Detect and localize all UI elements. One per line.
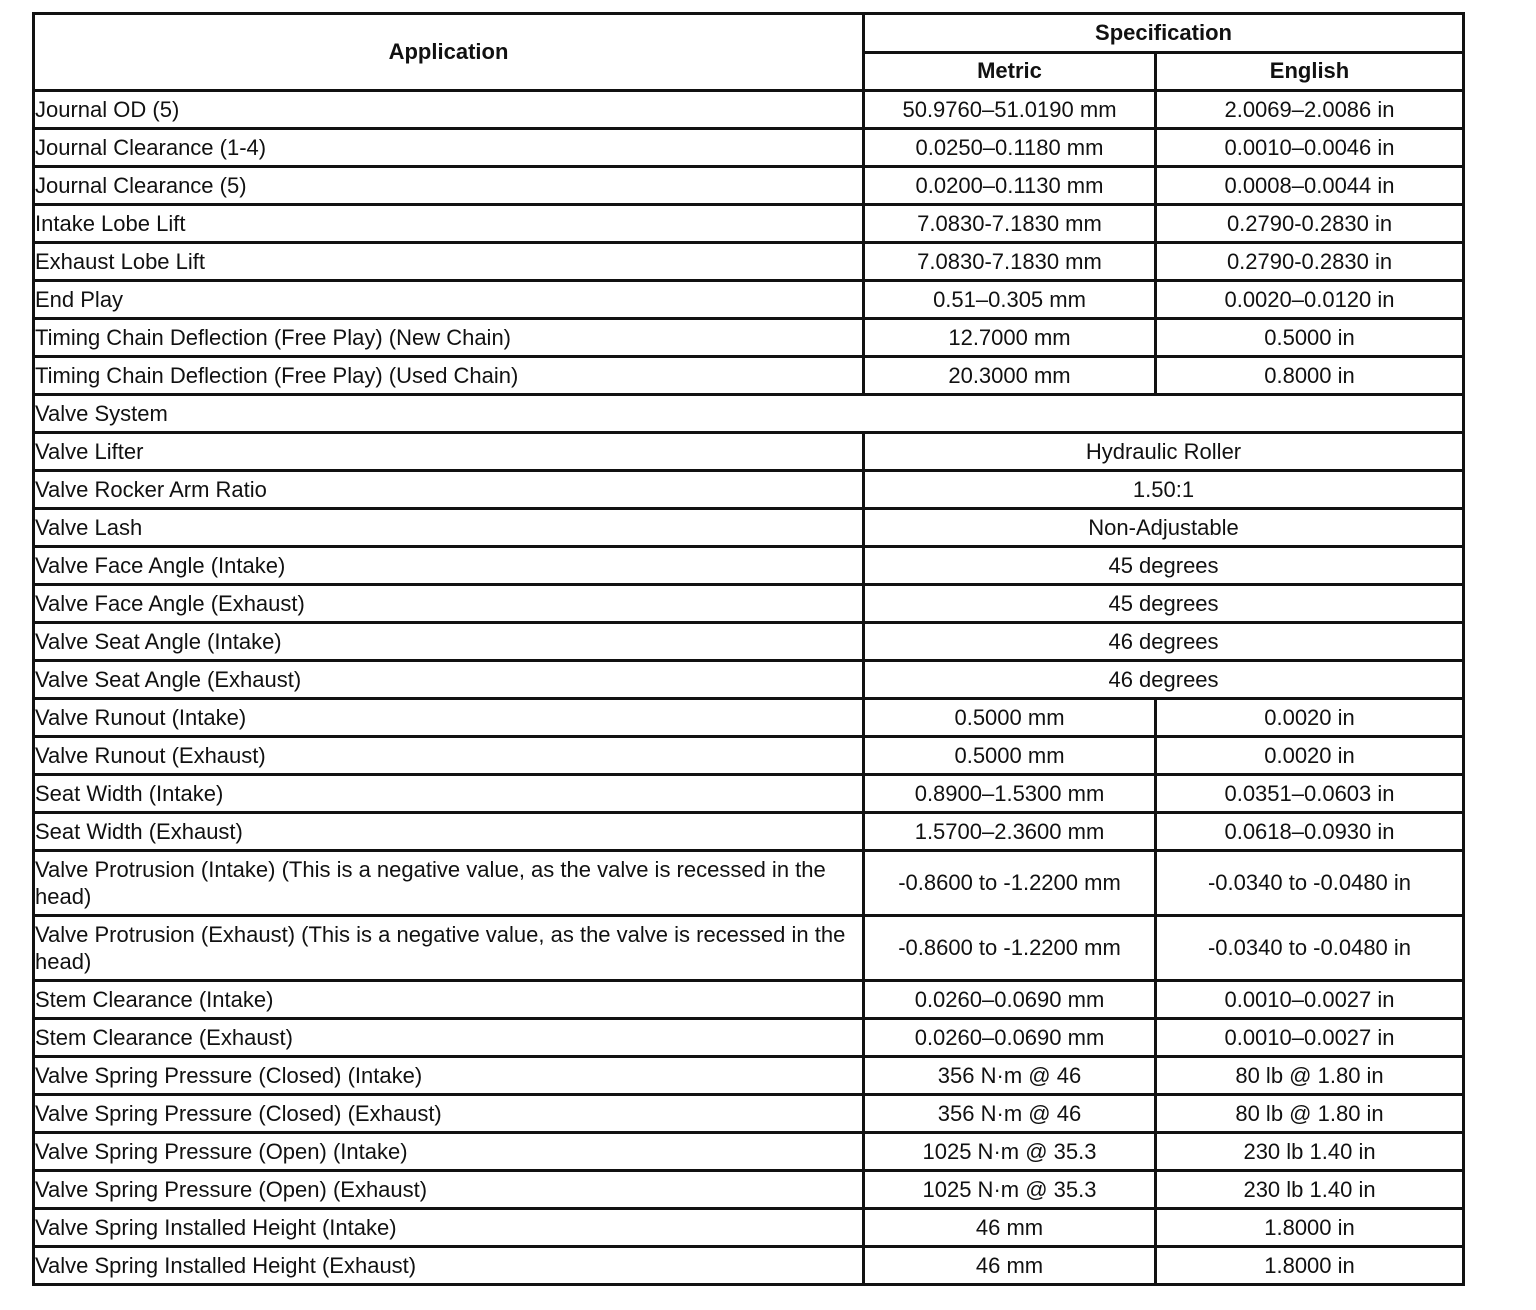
metric-cell: 7.0830-7.1830 mm	[864, 205, 1156, 243]
metric-cell: 356 N·m @ 46	[864, 1057, 1156, 1095]
table-row	[34, 661, 1464, 699]
group-heading-valve-system: Valve System	[34, 395, 1464, 433]
table-row	[34, 1095, 1464, 1133]
english-cell: 0.0618–0.0930 in	[1156, 813, 1464, 851]
english-cell: 230 lb 1.40 in	[1156, 1133, 1464, 1171]
english-cell: 0.0020–0.0120 in	[1156, 281, 1464, 319]
application-cell: Intake Lobe Lift	[34, 205, 864, 243]
english-cell: 80 lb @ 1.80 in	[1156, 1057, 1464, 1095]
table-row	[34, 981, 1464, 1019]
application-cell: Valve Spring Installed Height (Intake)	[34, 1209, 864, 1247]
table-row	[34, 737, 1464, 775]
combined-value-cell: 46 degrees	[864, 623, 1464, 661]
metric-cell: 1.5700–2.3600 mm	[864, 813, 1156, 851]
english-cell: 0.2790-0.2830 in	[1156, 205, 1464, 243]
combined-value-cell: 1.50:1	[864, 471, 1464, 509]
table-row	[34, 91, 1464, 129]
table-row	[34, 1133, 1464, 1171]
application-cell: Valve Rocker Arm Ratio	[34, 471, 864, 509]
application-cell: Valve Protrusion (Intake) (This is a negative value, as the valve is recessed in the head)	[34, 851, 864, 916]
header-metric: Metric	[864, 52, 1156, 91]
table-row	[34, 1209, 1464, 1247]
application-cell: Valve Seat Angle (Intake)	[34, 623, 864, 661]
application-cell: Journal Clearance (5)	[34, 167, 864, 205]
english-cell: 0.2790-0.2830 in	[1156, 243, 1464, 281]
application-cell: Journal Clearance (1-4)	[34, 129, 864, 167]
table-row	[34, 243, 1464, 281]
metric-cell: -0.8600 to -1.2200 mm	[864, 916, 1156, 981]
combined-value-cell: Non-Adjustable	[864, 509, 1464, 547]
application-cell: Seat Width (Exhaust)	[34, 813, 864, 851]
english-cell: 0.0010–0.0027 in	[1156, 1019, 1464, 1057]
metric-cell: 0.0260–0.0690 mm	[864, 1019, 1156, 1057]
english-cell: 230 lb 1.40 in	[1156, 1171, 1464, 1209]
metric-cell: 7.0830-7.1830 mm	[864, 243, 1156, 281]
table-row	[34, 851, 1464, 916]
english-cell: 0.5000 in	[1156, 319, 1464, 357]
combined-value-cell: 45 degrees	[864, 585, 1464, 623]
table-row	[34, 471, 1464, 509]
application-cell: Valve Spring Pressure (Closed) (Exhaust)	[34, 1095, 864, 1133]
table-row	[34, 547, 1464, 585]
metric-cell: 0.51–0.305 mm	[864, 281, 1156, 319]
table-row	[34, 916, 1464, 981]
table-row	[34, 509, 1464, 547]
table-row	[34, 623, 1464, 661]
application-cell: Timing Chain Deflection (Free Play) (New Chain)	[34, 319, 864, 357]
application-cell: Valve Spring Installed Height (Exhaust)	[34, 1247, 864, 1285]
english-cell: 1.8000 in	[1156, 1209, 1464, 1247]
english-cell: 80 lb @ 1.80 in	[1156, 1095, 1464, 1133]
application-cell: Valve Spring Pressure (Open) (Exhaust)	[34, 1171, 864, 1209]
english-cell: 0.0020 in	[1156, 699, 1464, 737]
header-specification: Specification	[864, 14, 1464, 53]
english-cell: 0.0020 in	[1156, 737, 1464, 775]
application-cell: Valve Runout (Exhaust)	[34, 737, 864, 775]
table-row	[34, 775, 1464, 813]
combined-value-cell: 45 degrees	[864, 547, 1464, 585]
english-cell: 0.0008–0.0044 in	[1156, 167, 1464, 205]
english-cell: 0.0010–0.0027 in	[1156, 981, 1464, 1019]
table-row	[34, 1019, 1464, 1057]
metric-cell: 46 mm	[864, 1209, 1156, 1247]
metric-cell: 0.0200–0.1130 mm	[864, 167, 1156, 205]
table-row	[34, 1057, 1464, 1095]
table-row	[34, 357, 1464, 395]
metric-cell: 0.8900–1.5300 mm	[864, 775, 1156, 813]
metric-cell: 0.5000 mm	[864, 699, 1156, 737]
table-row	[34, 1171, 1464, 1209]
metric-cell: 356 N·m @ 46	[864, 1095, 1156, 1133]
table-row	[34, 319, 1464, 357]
metric-cell: 0.0250–0.1180 mm	[864, 129, 1156, 167]
application-cell: Valve Face Angle (Exhaust)	[34, 585, 864, 623]
metric-cell: 0.5000 mm	[864, 737, 1156, 775]
english-cell: -0.0340 to -0.0480 in	[1156, 916, 1464, 981]
application-cell: Valve Lash	[34, 509, 864, 547]
application-cell: Valve Runout (Intake)	[34, 699, 864, 737]
metric-cell: 1025 N·m @ 35.3	[864, 1171, 1156, 1209]
application-cell: Valve Lifter	[34, 433, 864, 471]
combined-value-cell: Hydraulic Roller	[864, 433, 1464, 471]
application-cell: End Play	[34, 281, 864, 319]
metric-cell: 50.9760–51.0190 mm	[864, 91, 1156, 129]
table-row	[34, 699, 1464, 737]
application-cell: Stem Clearance (Exhaust)	[34, 1019, 864, 1057]
table-row	[34, 281, 1464, 319]
table-row	[34, 1247, 1464, 1285]
metric-cell: 12.7000 mm	[864, 319, 1156, 357]
header-row-1	[34, 14, 1464, 53]
application-cell: Valve Spring Pressure (Closed) (Intake)	[34, 1057, 864, 1095]
metric-cell: 1025 N·m @ 35.3	[864, 1133, 1156, 1171]
application-cell: Journal OD (5)	[34, 91, 864, 129]
application-cell: Valve Seat Angle (Exhaust)	[34, 661, 864, 699]
header-application: Application	[34, 14, 864, 91]
table-row	[34, 129, 1464, 167]
application-cell: Timing Chain Deflection (Free Play) (Used Chain)	[34, 357, 864, 395]
application-cell: Valve Spring Pressure (Open) (Intake)	[34, 1133, 864, 1171]
metric-cell: 0.0260–0.0690 mm	[864, 981, 1156, 1019]
metric-cell: -0.8600 to -1.2200 mm	[864, 851, 1156, 916]
english-cell: 2.0069–2.0086 in	[1156, 91, 1464, 129]
application-cell: Valve Face Angle (Intake)	[34, 547, 864, 585]
header-english: English	[1156, 52, 1464, 91]
table-row	[34, 205, 1464, 243]
application-cell: Seat Width (Intake)	[34, 775, 864, 813]
table-row	[34, 433, 1464, 471]
application-cell: Valve Protrusion (Exhaust) (This is a negative value, as the valve is recessed in the head)	[34, 916, 864, 981]
english-cell: 0.0010–0.0046 in	[1156, 129, 1464, 167]
english-cell: 0.8000 in	[1156, 357, 1464, 395]
application-cell: Exhaust Lobe Lift	[34, 243, 864, 281]
metric-cell: 20.3000 mm	[864, 357, 1156, 395]
english-cell: 0.0351–0.0603 in	[1156, 775, 1464, 813]
table-row	[34, 167, 1464, 205]
table-row	[34, 813, 1464, 851]
combined-value-cell: 46 degrees	[864, 661, 1464, 699]
application-cell: Stem Clearance (Intake)	[34, 981, 864, 1019]
english-cell: 1.8000 in	[1156, 1247, 1464, 1285]
english-cell: -0.0340 to -0.0480 in	[1156, 851, 1464, 916]
specification-table	[32, 12, 1465, 1286]
group-row	[34, 395, 1464, 433]
metric-cell: 46 mm	[864, 1247, 1156, 1285]
table-row	[34, 585, 1464, 623]
